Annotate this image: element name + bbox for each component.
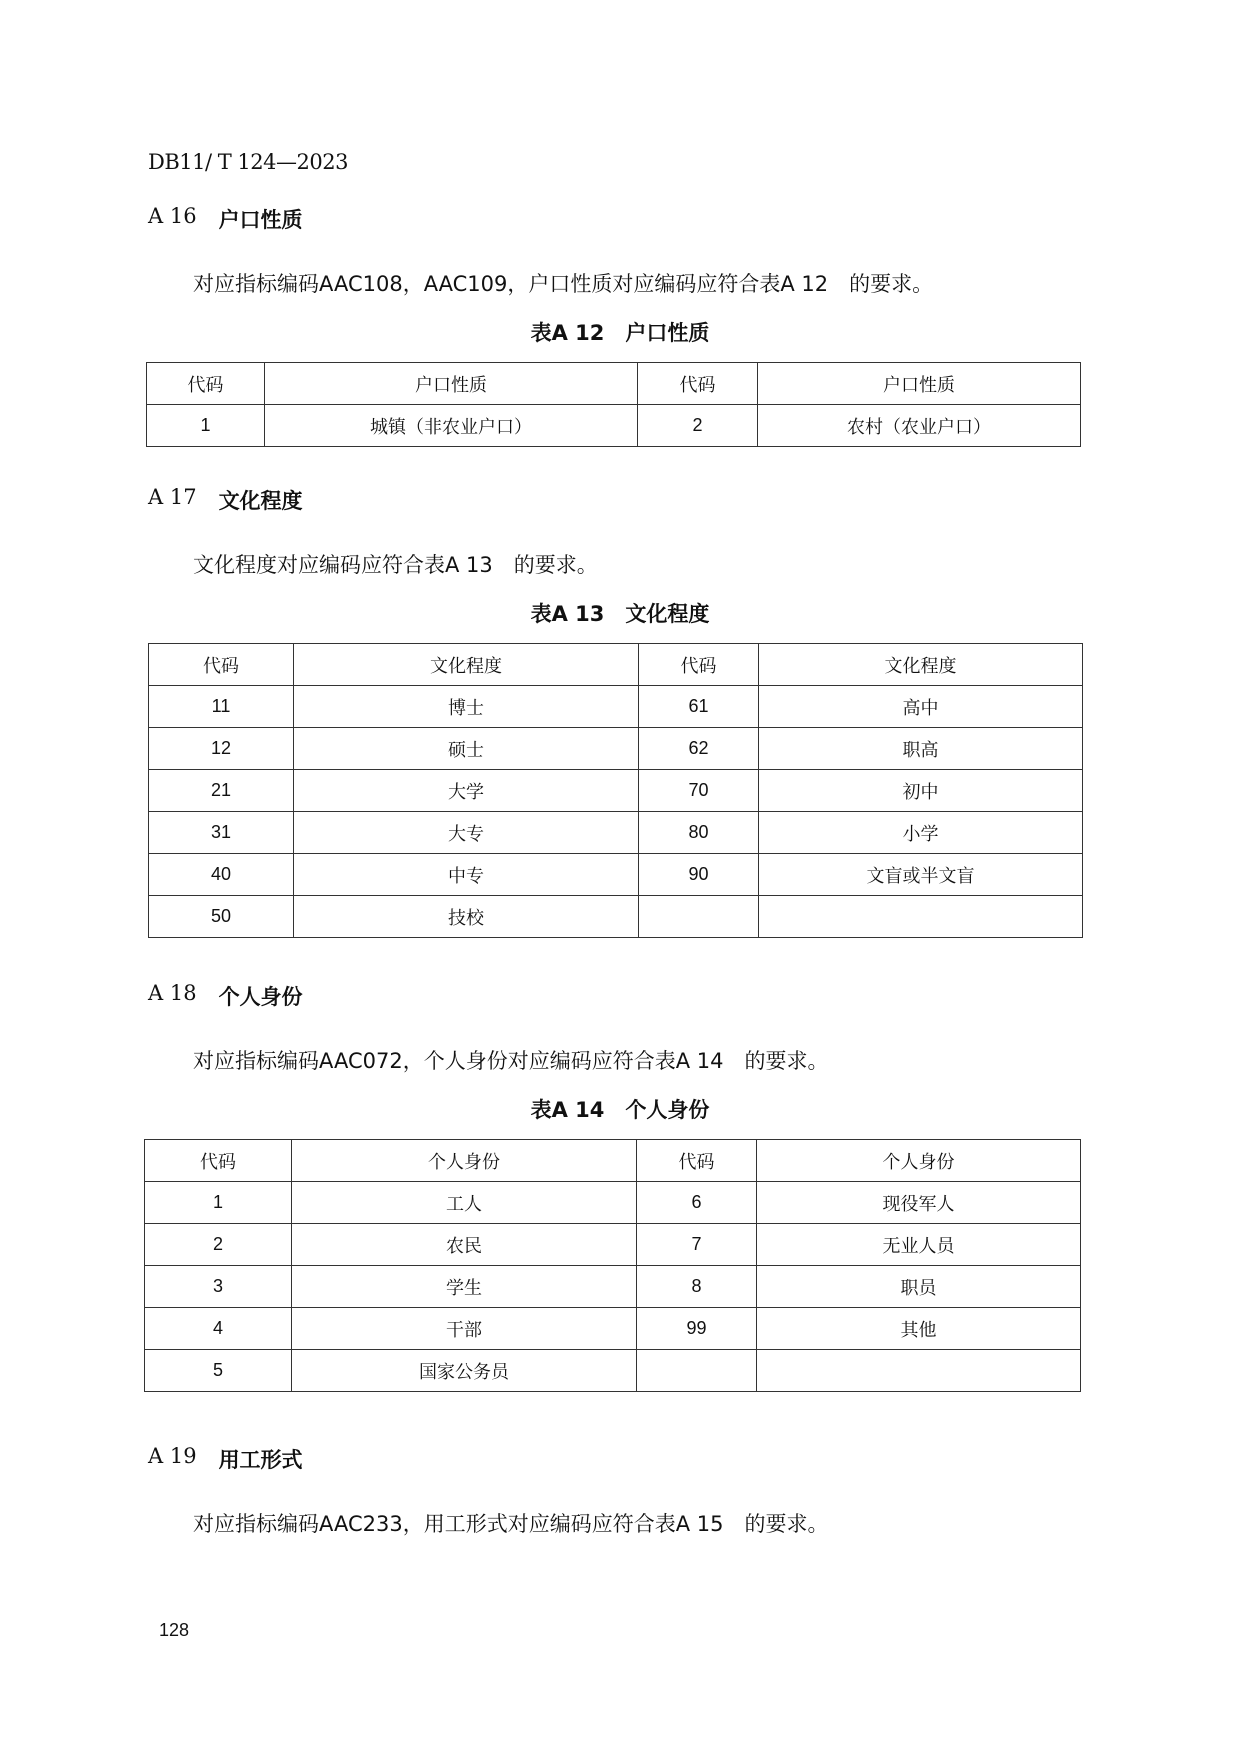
value-cell: 职高 — [759, 728, 1083, 770]
header-cell: 代码 — [637, 1140, 757, 1182]
value-cell: 初中 — [759, 770, 1083, 812]
value-cell: 大学 — [294, 770, 639, 812]
code-cell: 7 — [637, 1224, 757, 1266]
value-cell: 城镇（非农业户口） — [265, 405, 638, 447]
code-cell: 70 — [639, 770, 759, 812]
table-row — [145, 1308, 1081, 1350]
value-cell: 工人 — [292, 1182, 637, 1224]
code-cell: 8 — [637, 1266, 757, 1308]
table-caption-a14: 表A 14 个人身份 — [530, 1098, 710, 1122]
header-cell: 文化程度 — [294, 644, 639, 686]
code-cell — [637, 1350, 757, 1392]
table-row — [147, 405, 1081, 447]
table-a14 — [144, 1139, 1081, 1392]
code-cell: 1 — [147, 405, 265, 447]
value-cell: 学生 — [292, 1266, 637, 1308]
value-cell: 博士 — [294, 686, 639, 728]
table-header-row — [149, 644, 1083, 686]
table-caption-a12: 表A 12 户口性质 — [530, 321, 710, 345]
table-row — [149, 812, 1083, 854]
table-header-row — [145, 1140, 1081, 1182]
value-cell: 小学 — [759, 812, 1083, 854]
code-cell: 2 — [638, 405, 758, 447]
table-row — [149, 854, 1083, 896]
value-cell: 干部 — [292, 1308, 637, 1350]
value-cell — [759, 896, 1083, 938]
value-cell: 文盲或半文盲 — [759, 854, 1083, 896]
section-heading-a19 — [148, 1444, 303, 1474]
table-a13 — [148, 643, 1083, 938]
header-cell: 代码 — [638, 363, 758, 405]
section-heading-a16 — [148, 204, 303, 234]
code-cell: 11 — [149, 686, 294, 728]
table-a12 — [146, 362, 1081, 447]
header-cell: 户口性质 — [758, 363, 1081, 405]
value-cell — [757, 1350, 1081, 1392]
code-cell: 12 — [149, 728, 294, 770]
value-cell: 职员 — [757, 1266, 1081, 1308]
page-number: 128 — [159, 1620, 190, 1640]
code-cell: 6 — [637, 1182, 757, 1224]
section-paragraph-a19: 对应指标编码AAC233，用工形式对应编码应符合表A 15 的要求。 — [193, 1512, 829, 1536]
table-row — [149, 686, 1083, 728]
section-number: A 17 — [148, 485, 197, 509]
code-cell: 31 — [149, 812, 294, 854]
code-cell: 80 — [639, 812, 759, 854]
code-cell: 21 — [149, 770, 294, 812]
section-number: A 16 — [148, 204, 197, 228]
value-cell: 无业人员 — [757, 1224, 1081, 1266]
table-row — [149, 770, 1083, 812]
table-row — [145, 1182, 1081, 1224]
value-cell: 高中 — [759, 686, 1083, 728]
value-cell: 农民 — [292, 1224, 637, 1266]
section-heading-a17 — [148, 485, 303, 515]
code-cell: 62 — [639, 728, 759, 770]
section-title: 户口性质 — [218, 208, 303, 232]
code-cell: 61 — [639, 686, 759, 728]
code-cell: 90 — [639, 854, 759, 896]
value-cell: 国家公务员 — [292, 1350, 637, 1392]
code-cell: 5 — [145, 1350, 292, 1392]
table-row — [145, 1350, 1081, 1392]
value-cell: 中专 — [294, 854, 639, 896]
value-cell: 农村（农业户口） — [758, 405, 1081, 447]
code-cell: 50 — [149, 896, 294, 938]
header-cell: 代码 — [147, 363, 265, 405]
code-cell: 4 — [145, 1308, 292, 1350]
value-cell: 现役军人 — [757, 1182, 1081, 1224]
table-caption-a13: 表A 13 文化程度 — [530, 602, 710, 626]
code-cell: 1 — [145, 1182, 292, 1224]
header-cell: 个人身份 — [292, 1140, 637, 1182]
table-row — [149, 728, 1083, 770]
code-cell: 40 — [149, 854, 294, 896]
header-cell: 代码 — [149, 644, 294, 686]
code-cell: 99 — [637, 1308, 757, 1350]
table-row — [145, 1266, 1081, 1308]
value-cell: 其他 — [757, 1308, 1081, 1350]
header-cell: 代码 — [145, 1140, 292, 1182]
value-cell: 技校 — [294, 896, 639, 938]
table-row — [145, 1224, 1081, 1266]
code-cell: 2 — [145, 1224, 292, 1266]
table-header-row — [147, 363, 1081, 405]
header-cell: 文化程度 — [759, 644, 1083, 686]
header-cell: 个人身份 — [757, 1140, 1081, 1182]
section-number: A 19 — [148, 1444, 197, 1468]
header-cell: 代码 — [639, 644, 759, 686]
section-paragraph-a17: 文化程度对应编码应符合表A 13 的要求。 — [193, 553, 598, 577]
section-paragraph-a18: 对应指标编码AAC072，个人身份对应编码应符合表A 14 的要求。 — [193, 1049, 829, 1073]
value-cell: 硕士 — [294, 728, 639, 770]
section-title: 文化程度 — [218, 489, 303, 513]
header-cell: 户口性质 — [265, 363, 638, 405]
section-number: A 18 — [148, 981, 197, 1005]
code-cell — [639, 896, 759, 938]
table-row — [149, 896, 1083, 938]
document-code: DB11/ T 124—2023 — [148, 150, 348, 174]
section-title: 个人身份 — [218, 985, 303, 1009]
code-cell: 3 — [145, 1266, 292, 1308]
value-cell: 大专 — [294, 812, 639, 854]
section-paragraph-a16: 对应指标编码AAC108，AAC109，户口性质对应编码应符合表A 12 的要求。 — [193, 272, 934, 296]
section-title: 用工形式 — [218, 1448, 303, 1472]
section-heading-a18 — [148, 981, 303, 1011]
